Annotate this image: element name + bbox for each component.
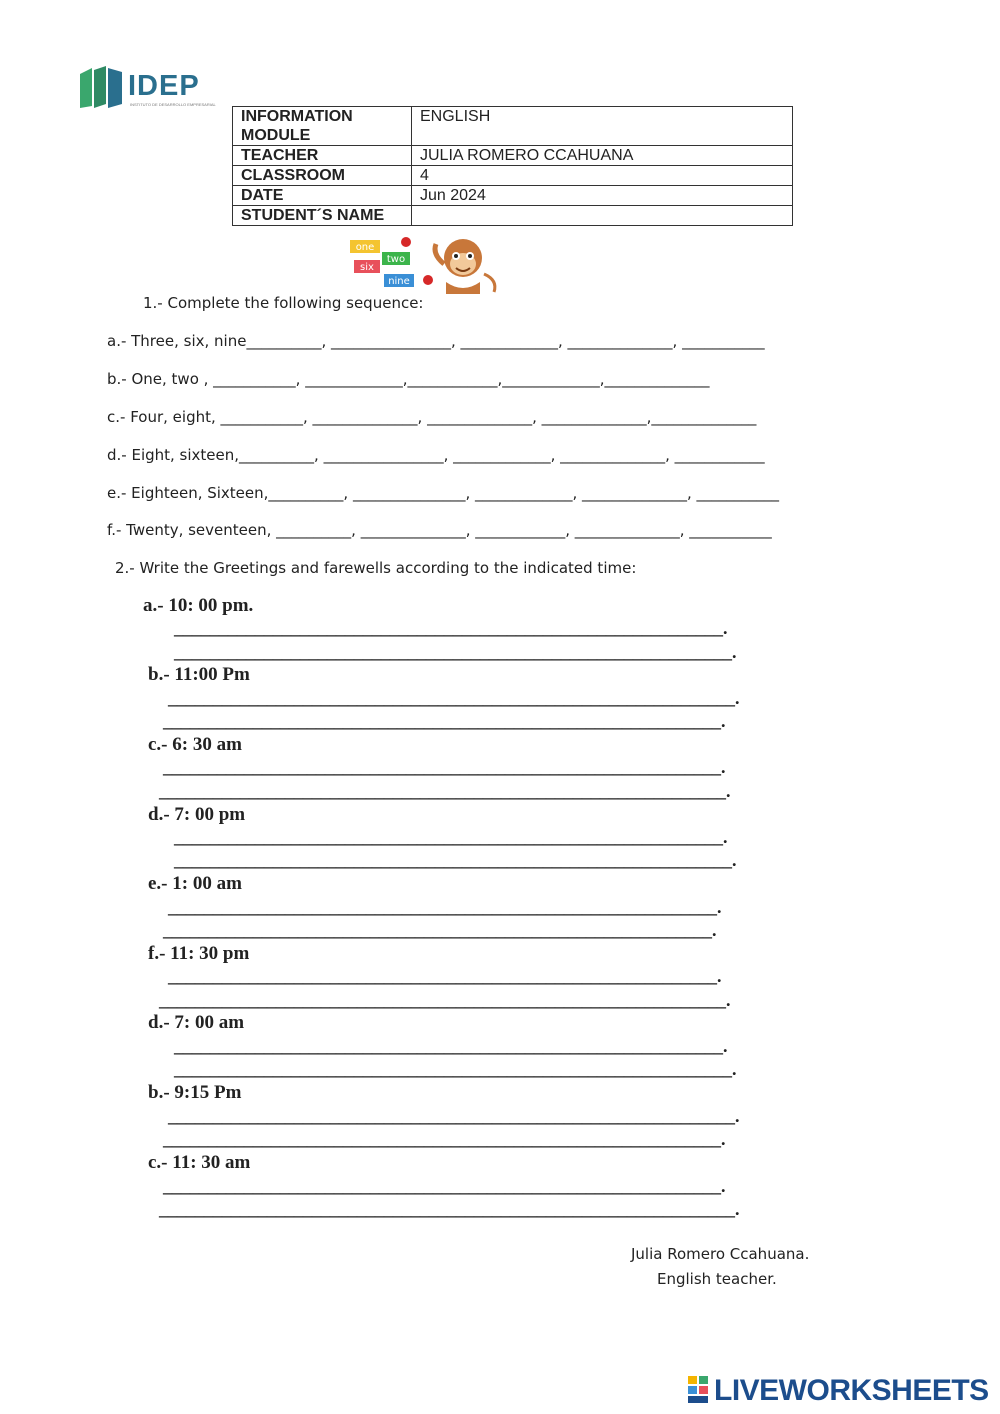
- time-label: b.- 9:15 Pm: [148, 1082, 242, 1103]
- answer-line[interactable]: _____________________________________________________________.: [168, 897, 722, 917]
- table-row: [233, 107, 793, 146]
- time-label: e.- 1: 00 am: [148, 873, 242, 894]
- exercise2-title: 2.- Write the Greetings and farewells according to the indicated time:: [115, 559, 637, 577]
- sequence-item-b[interactable]: b.- One, two , ___________, _____________,____________,_____________,______________: [107, 370, 710, 388]
- time-label: d.- 7: 00 pm: [148, 804, 246, 825]
- time-label: f.- 11: 30 pm: [148, 943, 250, 964]
- label-classroom: CLASSROOM: [233, 166, 412, 186]
- answer-line[interactable]: _______________________________________________________________.: [168, 1106, 740, 1126]
- answer-line[interactable]: _____________________________________________________________.: [174, 827, 728, 847]
- logo-name: IDEP: [128, 70, 200, 102]
- logo-subtitle: INSTITUTO DE DESARROLLO EMPRESARIAL: [130, 102, 216, 107]
- word-one: one: [355, 242, 375, 253]
- label-teacher: TEACHER: [233, 146, 412, 166]
- value-information-module: ENGLISH: [412, 107, 793, 146]
- answer-line[interactable]: _____________________________________________________________.: [174, 618, 728, 638]
- idep-logo: [78, 64, 238, 114]
- answer-line[interactable]: _____________________________________________________________.: [163, 920, 717, 940]
- table-row: [233, 206, 793, 226]
- answer-line[interactable]: ______________________________________________________________.: [174, 642, 737, 662]
- sequence-item-a[interactable]: a.- Three, six, nine__________, ________________, _____________, ______________, ___________: [107, 332, 765, 350]
- table-row: [233, 186, 793, 206]
- table-row: [233, 146, 793, 166]
- signature-name: Julia Romero Ccahuana.: [631, 1245, 810, 1263]
- answer-line[interactable]: _______________________________________________________________.: [168, 688, 740, 708]
- value-teacher: JULIA ROMERO CCAHUANA: [412, 146, 793, 166]
- liveworksheets-logo-icon: [688, 1376, 710, 1404]
- label-student-name: STUDENT´S NAME: [233, 206, 412, 226]
- time-label: c.- 6: 30 am: [148, 734, 242, 755]
- value-date: Jun 2024: [412, 186, 793, 206]
- time-label: b.- 11:00 Pm: [148, 664, 250, 685]
- answer-line[interactable]: ______________________________________________________________.: [163, 757, 726, 777]
- monkey-icon: [435, 239, 495, 294]
- time-label: c.- 11: 30 am: [148, 1152, 251, 1173]
- label-date: DATE: [233, 186, 412, 206]
- answer-line[interactable]: ______________________________________________________________.: [174, 1059, 737, 1079]
- answer-line[interactable]: ______________________________________________________________.: [163, 711, 726, 731]
- value-classroom: 4: [412, 166, 793, 186]
- sequence-item-f[interactable]: f.- Twenty, seventeen, __________, ______________, ____________, ______________, ___________: [107, 521, 772, 539]
- answer-line[interactable]: _____________________________________________________________.: [174, 1036, 728, 1056]
- numbers-monkey-picture: [348, 234, 503, 294]
- apple-icon: [401, 237, 411, 247]
- signature-role: English teacher.: [657, 1270, 777, 1288]
- sequence-item-d[interactable]: d.- Eight, sixteen,__________, ________________, _____________, ______________, ____________: [107, 446, 765, 464]
- idep-logo-icon: [78, 64, 128, 114]
- answer-line[interactable]: _______________________________________________________________.: [159, 990, 731, 1010]
- answer-line[interactable]: ______________________________________________________________.: [163, 1176, 726, 1196]
- label-information-module: INFORMATION MODULE: [233, 107, 412, 146]
- word-nine: nine: [388, 276, 410, 287]
- answer-line[interactable]: ______________________________________________________________.: [174, 850, 737, 870]
- apple-icon: [423, 275, 433, 285]
- student-name-field[interactable]: [412, 206, 793, 226]
- sequence-item-e[interactable]: e.- Eighteen, Sixteen,__________, _______________, _____________, ______________, ___________: [107, 484, 780, 502]
- answer-line[interactable]: _____________________________________________________________.: [168, 966, 722, 986]
- sequence-item-c[interactable]: c.- Four, eight, ___________, ______________, ______________, ______________,______________: [107, 408, 757, 426]
- liveworksheets-watermark: [688, 1374, 988, 1406]
- info-table: [232, 106, 793, 226]
- word-six: six: [360, 262, 374, 273]
- liveworksheets-text: LIVEWORKSHEETS: [714, 1374, 989, 1407]
- answer-line[interactable]: ______________________________________________________________.: [163, 1129, 726, 1149]
- table-row: [233, 166, 793, 186]
- answer-line[interactable]: ________________________________________________________________.: [159, 1199, 740, 1219]
- exercise1-title: 1.- Complete the following sequence:: [143, 294, 424, 312]
- time-label: d.- 7: 00 am: [148, 1012, 245, 1033]
- word-two: two: [386, 254, 406, 265]
- answer-line[interactable]: _______________________________________________________________.: [159, 781, 731, 801]
- time-label: a.- 10: 00 pm.: [143, 595, 254, 616]
